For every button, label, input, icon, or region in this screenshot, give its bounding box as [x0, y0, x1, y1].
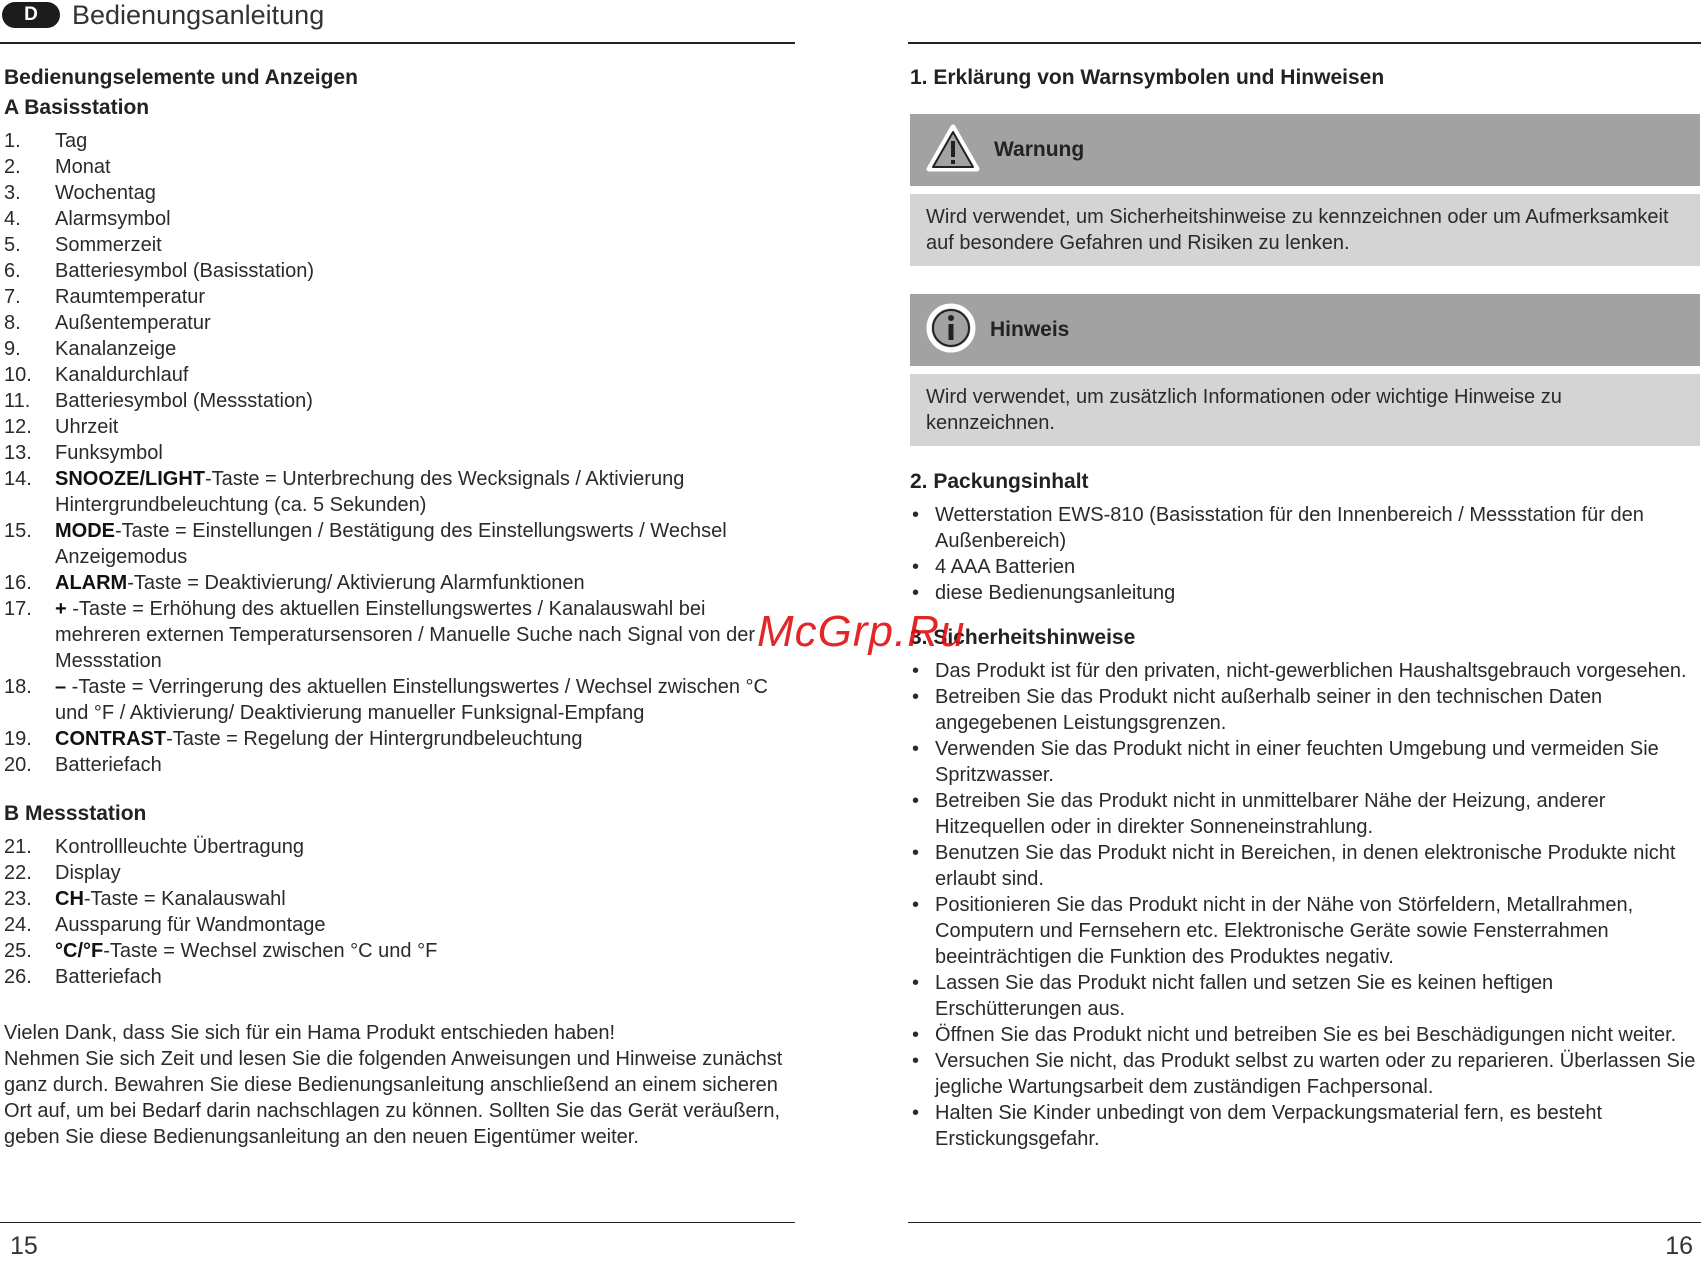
bullet-text: Verwenden Sie das Produkt nicht in einer feuchten Umgebung und vermeiden Sie Spritzwasser.	[935, 738, 1659, 786]
bullet-icon: •	[912, 556, 920, 578]
bullet-icon: •	[912, 1050, 920, 1072]
list-item	[4, 752, 794, 778]
item-number: 20.	[4, 754, 32, 776]
bullet-item	[910, 684, 1700, 736]
bullet-icon: •	[912, 686, 920, 708]
list-item	[4, 570, 794, 596]
item-description: -Taste = Unterbrechung des Wecksignals / Aktivierung Hintergrundbeleuchtung (ca. 5 Sekunden)	[55, 468, 685, 516]
list-item	[4, 964, 794, 990]
item-description: Kontrollleuchte Übertragung	[55, 836, 305, 858]
item-description: Batteriefach	[55, 754, 162, 776]
list-item	[4, 674, 794, 726]
list-item	[4, 440, 794, 466]
item-description: Außentemperatur	[55, 312, 211, 334]
item-text	[55, 258, 794, 284]
bullet-icon: •	[912, 1024, 920, 1046]
item-number: 5.	[4, 234, 21, 256]
item-key-label: +	[55, 598, 67, 620]
warning-description: Wird verwendet, um Sicherheitshinweise zu kennzeichnen oder um Aufmerksamkeit auf besondere Gefahren und Risiken zu lenken.	[910, 194, 1700, 266]
item-number: 2.	[4, 156, 21, 178]
item-description: Tag	[55, 130, 88, 152]
intro-instructions: Nehmen Sie sich Zeit und lesen Sie die folgenden Anweisungen und Hinweise zunächst ganz durch. Bewahren Sie diese Bedienungsanleitung anschließend an einem sicheren Ort auf, um bei Bedarf darin nachschlagen zu können. Sollten Sie das Gerät veräußern, geben Sie diese Bedienungsanleitung an den neuen Eigentümer weiter.	[4, 1048, 783, 1148]
bullet-item	[910, 580, 1700, 606]
section-b-heading: B Messstation	[4, 802, 147, 825]
warnings-heading: 1. Erklärung von Warnsymbolen und Hinweisen	[910, 66, 1385, 89]
item-description: Aussparung für Wandmontage	[55, 914, 326, 936]
item-text	[55, 726, 794, 752]
bullet-icon: •	[912, 790, 920, 812]
list-item	[4, 860, 794, 886]
item-key-label: –	[55, 676, 67, 698]
item-description: Batteriesymbol (Basisstation)	[55, 260, 314, 282]
item-number: 6.	[4, 260, 21, 282]
item-key-label: CONTRAST	[55, 728, 167, 750]
item-text	[55, 518, 794, 570]
item-description: Batteriesymbol (Messstation)	[55, 390, 313, 412]
item-number: 12.	[4, 416, 32, 438]
list-item	[4, 310, 794, 336]
bullet-text: 4 AAA Batterien	[935, 556, 1076, 578]
note-box-header	[910, 294, 1700, 366]
item-key-label: ALARM	[55, 572, 128, 594]
list-item	[4, 128, 794, 154]
bullet-item	[910, 736, 1700, 788]
list-item	[4, 336, 794, 362]
list-item	[4, 362, 794, 388]
item-description: -Taste = Einstellungen / Bestätigung des Einstellungswerts / Wechsel Anzeigemodus	[55, 520, 727, 568]
item-text	[55, 206, 794, 232]
bullet-icon: •	[912, 894, 920, 916]
item-number: 17.	[4, 598, 32, 620]
bullet-icon: •	[912, 1102, 920, 1124]
header-rule-left	[0, 42, 795, 44]
bullet-item	[910, 1048, 1700, 1100]
bullet-item	[910, 1100, 1700, 1152]
item-text	[55, 674, 794, 726]
bullet-item	[910, 554, 1700, 580]
bullet-text: Versuchen Sie nicht, das Produkt selbst zu warten oder zu reparieren. Überlassen Sie jegliche Wartungsarbeit dem zuständigen Fachpersonal.	[935, 1050, 1696, 1098]
bullet-icon: •	[912, 738, 920, 760]
item-number: 1.	[4, 130, 21, 152]
item-text	[55, 440, 794, 466]
item-description: Batteriefach	[55, 966, 162, 988]
page-number-right: 16	[1665, 1232, 1693, 1260]
item-description: -Taste = Deaktivierung/ Aktivierung Alarmfunktionen	[127, 572, 585, 594]
item-number: 4.	[4, 208, 21, 230]
item-text	[55, 860, 794, 886]
item-description: Alarmsymbol	[55, 208, 171, 230]
list-item	[4, 912, 794, 938]
item-number: 16.	[4, 572, 32, 594]
item-text	[55, 466, 794, 518]
package-list	[910, 502, 1700, 606]
bullet-item	[910, 892, 1700, 970]
bullet-item	[910, 788, 1700, 840]
section-a-heading: A Basisstation	[4, 96, 150, 119]
list-item	[4, 232, 794, 258]
bullet-item	[910, 970, 1700, 1022]
item-text	[55, 912, 794, 938]
item-text	[55, 128, 794, 154]
bullet-text: Das Produkt ist für den privaten, nicht-gewerblichen Haushaltsgebrauch vorgesehen.	[935, 660, 1687, 682]
bullet-item	[910, 658, 1700, 684]
package-heading: 2. Packungsinhalt	[910, 470, 1089, 493]
bullet-text: Benutzen Sie das Produkt nicht in Bereichen, in denen elektronische Produkte nicht erlaubt sind.	[935, 842, 1676, 890]
page-number-left: 15	[10, 1232, 38, 1260]
bullet-text: Betreiben Sie das Produkt nicht in unmittelbarer Nähe der Heizung, anderer Hitzequellen oder in direkter Sonneneinstrahlung.	[935, 790, 1606, 838]
item-number: 10.	[4, 364, 32, 386]
bullet-text: Lassen Sie das Produkt nicht fallen und setzen Sie es keinen heftigen Erschütterungen aus.	[935, 972, 1554, 1020]
item-text	[55, 596, 794, 674]
item-number: 3.	[4, 182, 21, 204]
intro-thanks: Vielen Dank, dass Sie sich für ein Hama Produkt entschieden haben!	[4, 1022, 616, 1044]
note-label: Hinweis	[990, 318, 1070, 341]
item-key-label: MODE	[55, 520, 115, 542]
item-description: Kanaldurchlauf	[55, 364, 189, 386]
item-text	[55, 284, 794, 310]
sensor-station-list	[4, 834, 794, 990]
bullet-icon: •	[912, 504, 920, 526]
item-text	[55, 388, 794, 414]
safety-heading: 3. Sicherheitshinweise	[910, 626, 1136, 649]
bullet-item	[910, 502, 1700, 554]
list-item	[4, 414, 794, 440]
header-rule-right	[908, 42, 1701, 44]
item-text	[55, 310, 794, 336]
item-number: 23.	[4, 888, 32, 910]
item-number: 18.	[4, 676, 32, 698]
bullet-icon: •	[912, 972, 920, 994]
item-description: Wochentag	[55, 182, 156, 204]
item-text	[55, 180, 794, 206]
item-text	[55, 834, 794, 860]
item-description: -Taste = Kanalauswahl	[83, 888, 286, 910]
list-item	[4, 180, 794, 206]
item-key-label: CH	[55, 888, 84, 910]
item-text	[55, 886, 794, 912]
item-number: 13.	[4, 442, 32, 464]
bullet-icon: •	[912, 582, 920, 604]
list-item	[4, 258, 794, 284]
item-text	[55, 336, 794, 362]
bullet-text: Halten Sie Kinder unbedingt von dem Verpackungsmaterial fern, es besteht Erstickungsgefahr.	[935, 1102, 1603, 1150]
item-number: 11.	[4, 390, 31, 412]
safety-list	[910, 658, 1700, 1152]
item-description: Funksymbol	[55, 442, 163, 464]
bullet-item	[910, 1022, 1700, 1048]
info-circle-icon	[926, 303, 976, 358]
list-item	[4, 834, 794, 860]
item-number: 9.	[4, 338, 21, 360]
bullet-icon: •	[912, 660, 920, 682]
item-description: -Taste = Regelung der Hintergrundbeleuchtung	[166, 728, 583, 750]
intro-text	[4, 1020, 794, 1150]
bullet-text: Wetterstation EWS-810 (Basisstation für den Innenbereich / Messstation für den Außenbereich)	[935, 504, 1644, 552]
item-description: -Taste = Verringerung des aktuellen Einstellungswertes / Wechsel zwischen °C und °F / Aktivierung/ Deaktivierung manueller Funksignal-Empfang	[55, 676, 768, 724]
item-description: -Taste = Erhöhung des aktuellen Einstellungswertes / Kanalauswahl bei mehreren externen Temperatursensoren / Manuelle Suche nach Signal von der Messstation	[55, 598, 756, 672]
item-text	[55, 154, 794, 180]
item-number: 26.	[4, 966, 32, 988]
footer-rule-left	[0, 1222, 795, 1223]
item-number: 25.	[4, 940, 32, 962]
watermark: McGrp.Ru	[757, 607, 966, 656]
bullet-text: diese Bedienungsanleitung	[935, 582, 1176, 604]
bullet-text: Positionieren Sie das Produkt nicht in der Nähe von Störfeldern, Metallrahmen, Computern und Fernsehern etc. Elektronische Geräte sowie Fensterrahmen beeinträchtigen die Funktion des Produktes negativ.	[935, 894, 1634, 968]
left-column	[4, 66, 794, 1150]
bullet-text: Öffnen Sie das Produkt nicht und betreiben Sie es bei Beschädigungen nicht weiter.	[935, 1024, 1677, 1046]
item-text	[55, 414, 794, 440]
warning-triangle-icon	[926, 124, 980, 177]
item-description: Display	[55, 862, 121, 884]
item-number: 19.	[4, 728, 32, 750]
item-key-label: °C/°F	[55, 940, 104, 962]
warning-label: Warnung	[994, 138, 1085, 161]
item-description: Monat	[55, 156, 111, 178]
list-item	[4, 726, 794, 752]
list-item	[4, 596, 794, 674]
list-item	[4, 886, 794, 912]
item-number: 14.	[4, 468, 32, 490]
bullet-icon: •	[912, 842, 920, 864]
list-item	[4, 938, 794, 964]
item-number: 15.	[4, 520, 32, 542]
right-column	[910, 66, 1700, 1152]
item-text	[55, 362, 794, 388]
item-description: Kanalanzeige	[55, 338, 177, 360]
item-text	[55, 938, 794, 964]
controls-heading: Bedienungselemente und Anzeigen	[4, 66, 358, 89]
list-item	[4, 284, 794, 310]
item-description: Raumtemperatur	[55, 286, 206, 308]
base-station-list	[4, 128, 794, 778]
bullet-text: Betreiben Sie das Produkt nicht außerhalb seiner in den technischen Daten angegebenen Leistungsgrenzen.	[935, 686, 1603, 734]
item-description: Sommerzeit	[55, 234, 162, 256]
item-number: 7.	[4, 286, 21, 308]
item-text	[55, 752, 794, 778]
item-description: -Taste = Wechsel zwischen °C und °F	[103, 940, 438, 962]
list-item	[4, 388, 794, 414]
item-text	[55, 964, 794, 990]
item-key-label: SNOOZE/LIGHT	[55, 468, 205, 490]
list-item	[4, 518, 794, 570]
item-description: Uhrzeit	[55, 416, 119, 438]
list-item	[4, 466, 794, 518]
item-number: 8.	[4, 312, 21, 334]
bullet-item	[910, 840, 1700, 892]
footer-rule-right	[908, 1222, 1701, 1223]
header-title: Bedienungsanleitung	[72, 0, 325, 30]
item-text	[55, 570, 794, 596]
item-number: 22.	[4, 862, 32, 884]
item-number: 21.	[4, 836, 32, 858]
warning-box-header	[910, 114, 1700, 186]
note-description: Wird verwendet, um zusätzlich Informationen oder wichtige Hinweise zu kennzeichnen.	[910, 374, 1700, 446]
item-text	[55, 232, 794, 258]
language-badge: D	[2, 2, 60, 28]
list-item	[4, 154, 794, 180]
list-item	[4, 206, 794, 232]
item-number: 24.	[4, 914, 32, 936]
